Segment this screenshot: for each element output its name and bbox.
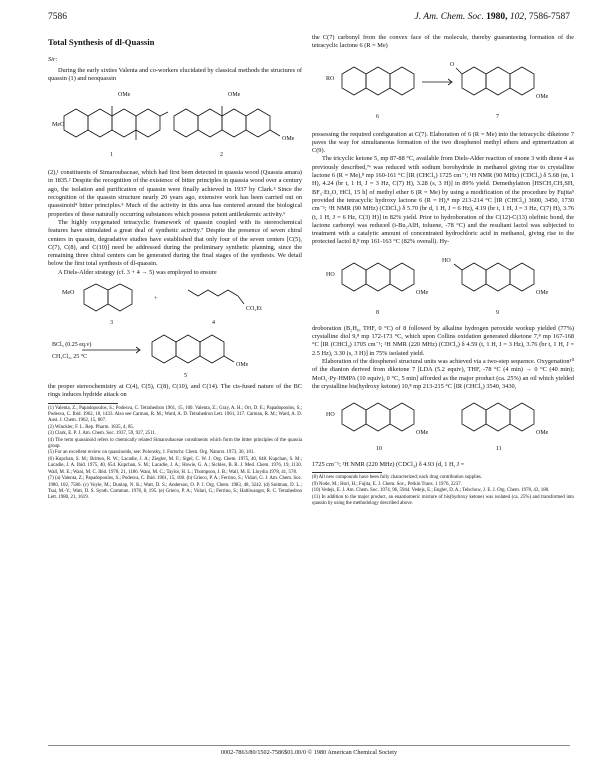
ho-label-10: HO	[326, 412, 335, 419]
ho-label-9: HO	[442, 257, 451, 264]
paragraph-hydroboration: droboration (B₂H₆, THF, 0 °C) of 8 followed by alkaline hydrogen peroxide workup yielded (77%) crystalline diol 9,⁸ mp 172-173 °C, which upon Collins oxidation generated diketone 7,⁸ mp 167-168 °C [IR (CHCl₃) 1705 cm⁻¹; ¹H NMR (220 MHz) (CDCl₃) δ 4.59 (t, 1 H, J = 3 Hz), 3.76 (br t, 1 H, J = 2.5 Hz), 3.30 (s, 3 H)] in 75% isolated yield.	[312, 324, 574, 357]
structures-10-11	[312, 394, 574, 458]
page-footer	[48, 745, 570, 756]
ome-label-3: OMe	[282, 136, 295, 143]
footnotes-right	[312, 475, 574, 507]
ome-label-7: OMe	[536, 93, 549, 100]
compound-9-label: 9	[496, 309, 499, 316]
ome-label-1: OMe	[118, 92, 131, 99]
ro-label: RO	[326, 75, 335, 82]
footnote-11: (11) In addition to the major product, an enantiomeric mixture of bis(hydroxy ketone) was isolated (ca. 25%) and transformed into quassin by using the methodology described above.	[312, 494, 574, 507]
paragraph-configuration: possessing the required configuration at C(7). Elaboration of 6 (R = Me) into the tetracyclic diketone 7 paves the way for simultaneous formation of the two diosphenol methyl ethers and epimerization at C(9).	[312, 130, 574, 155]
paragraph-diels-alder: A Diels-Alder strategy (cf. 3 + 4 → 5) was employed to ensure	[58, 268, 217, 276]
hydroxyketone-structures	[312, 394, 574, 458]
footnote-10: (10) Vedejs, E. J. Am. Chem. Soc. 1974, 96, 5944. Vedejs, E.; Engler, D. A.; Telschow, J. E. J. Org. Chem. 1978, 43, 188.	[312, 488, 550, 494]
o-label: O	[450, 61, 455, 68]
footnote-6: (6) Kupchan, S. M.; Britton, R. W.; Lacadie, J. A.; Ziegler, M. F.; Sigel, C. W. J. Org. Chem. 1975, 40, 648. Kupchan, S. M.; Lacadie, J. A. Ibid. 1975, 40, 654. Kupchan, S. M.; Lacadie, J. A.; Howie, G. A.; Sickles, B. R. J. Med. Chem. 1976, 19, 1130. Wall, M. E.; Wani, M. C. Ibid. 1978, 21, 1186. Wani, M. C.; Taylor, H. L.; Thompson, J. B.; Wall, M. E. Lloydia 1978, 41, 578.	[48, 456, 302, 475]
structures-1-2	[48, 86, 302, 166]
scheme-3-4-5	[48, 280, 302, 380]
quassin-neoquassin-structures	[48, 86, 302, 166]
right-column	[312, 34, 574, 507]
ome-label-8: OMe	[416, 289, 429, 296]
meo-label-1: MeO	[52, 122, 65, 129]
ome-label-9: OMe	[536, 289, 549, 296]
paragraph-history: (2),¹ constituents of Simaroubaceae, which had first been detected in quassia wood (Quassia amara) in 1835.² Despite the recognition of the existence of bitter principles in quassia wood over a century ago, the isolation and purification of quassin were finally achieved in 1937 by Clark.³ Since the recognition of the quassin structure nearly 20 years ago, extensive work has been carried out on quassinoid⁴ bitter principles.⁵ Much of the activity in this area has centered around the biological properties of these naturally occurring substances which possess potent antileukemic activity.⁶	[48, 169, 302, 218]
footnote-7: (7) (a) Valenta, Z.; Papadopoulos, S.; Podesva, C. Ibid. 1961, 15, 100. (b) Grieco, P. A.; Ferrino, S.; Vidari, G. J. Am. Chem. Soc. 1980, 102, 7586. (c) Voyle, M.; Dunlap, N. K.; Watt, D. S.; Anderson, O. P. J. Org. Chem. 1983, 48, 3242. (d) Snitman, D. L.; Tsai, M.-Y.; Watt, D. S. Synth. Commun. 1978, 8, 195. (e) Grieco, P. A.; Vidari, G.; Ferrino, S.; Haltiwanger, R. C. Tetrahedron Lett. 1980, 21, 1619.	[48, 476, 302, 501]
compound-5-label: 5	[184, 373, 187, 380]
ome-label-11: OMe	[536, 430, 549, 437]
reagent-solvent: CH₂Cl₂, 25 °C	[52, 354, 88, 361]
paragraph-convex: the C(7) carbonyl from the convex face of the molecule, thereby guaranteeing formation of the tetracyclic lactone 6 (R = Me)	[312, 34, 574, 50]
paragraph-tricyclic: The tricyclic ketone 5, mp 87-88 °C, available from Diels-Alder reaction of enone 3 with diene 4 as previously described,⁷ᵉ was reduced with sodium borohydride in methanol giving rise to crystalline lactone 6 (R = Me),⁸ mp 160-161 °C [IR (CHCl₃) 1725 cm⁻¹; ¹H NMR (90 MHz) (CDCl₃) δ 5.68 (m, 1 H), 4.24 (br t, 1 H, J = 3 Hz, C(7) H), 3.28 (s, 3 H)] in 89% yield. Demethylation [HSCH₂CH₂SH, BF₃·Et₂O, HCl, 15 h] of methyl ether 6 (R = Me) by using a modification of the procedure by Fujita⁹ provided the tetracyclic hydroxy lactone 6 (R = H),⁸ mp 213-214 °C [IR (CHCl₃) 3600, 3450, 1730 cm⁻¹; ¹H NMR (90 MHz) (CDCl₃) δ 5.70 (br d, 1 H, J = 6 Hz), 4.19 (br t, 1 H, J = 3 Hz, C(7) H), 3.76 (t, 1 H, J = 6 Hz, C(3) H)] in 82% yield. Prior to hydroboration of the C(12)-C(13) olefinic bond, the lactone carbonyl was reduced (i-Bu₂AlH, toluene, -78 °C) and the resultant lactol was subjected to treatment with a catalytic amount of concentrated hydrochloric acid in methanol, giving rise to the protected lactol 8,⁸ mp 161-163 °C (82% overall). Hy-	[312, 155, 574, 246]
journal-pages: 7586-7587	[528, 12, 570, 22]
page-number: 7586	[48, 12, 67, 22]
article-title: Total Synthesis of dl-Quassin	[48, 37, 155, 47]
compound-6-label: 6	[376, 113, 379, 120]
compound-2-label: 2	[220, 152, 223, 159]
compound-8-label: 8	[376, 309, 379, 316]
ome-label-2: OMe	[228, 92, 241, 99]
compound-3-label: 3	[110, 320, 113, 327]
compound-11-label: 11	[496, 446, 502, 453]
paragraph-framework: The highly oxygenated tetracyclic framework of quassin coupled with its stereochemical features have stimulated a great deal of synthetic activity.⁷ Despite the presence of seven chiral centers in quassin, degradative studies have established that only four of the seven centers [C(5), C(7), C(8), and C(10)] need be addressed during the preliminary synthetic planning, since the remaining three chiral centers can be generated during the final stages of the synthesis. We detail below the first total synthesis of dl-quassin.	[48, 218, 302, 268]
meo-label-3: MeO	[62, 290, 75, 297]
footnote-rule-right	[312, 472, 382, 473]
paragraph-diosphenol: Elaboration of the diosphenol structural units was achieved via a two-step sequence. Oxygenation¹⁰ of the dianion derived from diketone 7 [LDA (5.2 equiv), THF, -78 °C (4 min) → 0 °C (40 min); MoO₅·Py·HMPA (10 equiv), 0 °C, 5 min] afforded as the major product (ca. 25%) an oil which yielded the crystalline bis(hydroxy ketone) 10,⁸ mp 213-215 °C [IR (CHCl₃) 3540, 3430,	[312, 357, 574, 390]
compound-7-label: 7	[496, 113, 499, 120]
copyright-line: 0002-7863/80/1502-7586$01.00/0 © 1980 American Chemical Society	[220, 749, 398, 756]
ome-label-5: OMe	[236, 362, 249, 369]
structures-6-7	[312, 54, 574, 128]
paragraph-nmr: 1725 cm⁻¹; ¹H NMR (220 MHz) (CDCl₃) δ 4.93 (d, 1 H, J =	[312, 461, 465, 469]
lactone-diketone-structures	[312, 54, 574, 128]
journal-name: J. Am. Chem. Soc.	[414, 12, 484, 22]
footnote-8: (8) All new compounds have been fully characterized; each drug contribution supplies.	[312, 475, 483, 481]
diels-alder-scheme	[48, 280, 302, 380]
footnote-1: (1) Valenta, Z.; Papadopoulos, S.; Podesva, C. Tetrahedron 1961, 15, 100. Valenta, Z.; Gray, A. H.; Orr, D. E.; Papadopoulos, S.; Podesva, C. Ibid. 1962, 18, 1433. Also see Carman, R. M.; Ward, A. D. Tetrahedron Lett. 1961, 317. Carman, R. M.; Ward, A. D. Aust. J. Chem. 1962, 15, 807.	[48, 405, 302, 424]
journal-citation	[414, 12, 570, 26]
compound-10-label: 10	[376, 446, 382, 453]
compound-4-label: 4	[212, 320, 215, 327]
footnote-3: (3) Clark, E. P. J. Am. Chem. Soc. 1937, 59, 927, 2511.	[48, 431, 157, 437]
footnote-2: (2) Winckler, F. L. Rep. Pharm. 1835, 4, 85.	[48, 424, 135, 430]
footnote-4: (4) The term quassinoid refers to chemically related Simaroubaceae constituents which form the bitter principles of the quassia group.	[48, 437, 302, 450]
lactol-diol-structures	[312, 250, 574, 322]
left-column	[48, 34, 302, 502]
journal-volume: 102,	[509, 12, 527, 22]
plus-sign: +	[154, 296, 158, 303]
journal-year: 1980,	[486, 12, 508, 22]
footnote-rule	[48, 403, 118, 404]
footnote-9: (9) Node, M.; Hori, H.; Fujita, E. J. Chem. Soc., Perkin Trans. 1 1976, 2237.	[312, 481, 462, 487]
paragraph-intro: During the early sixties Valenta and co-workers elucidated by classical methods the structures of quassin (1) and neoquassin	[48, 66, 302, 82]
footnotes-left	[48, 406, 302, 502]
compound-1-label: 1	[110, 152, 113, 159]
salutation: Sir:	[48, 56, 58, 64]
paragraph-stereochem: the proper stereochemistry at C(4), C(5), C(8), C(10), and C(14). The cis-fused nature of the BC rings induces hydride attack on	[48, 383, 302, 399]
page-header	[48, 12, 570, 26]
co2et-label: CO₂Et	[246, 306, 262, 313]
footnote-5: (5) For an excellent review on quassinoids, see: Polonsky, J. Fortschr. Chem. Org. Naturst. 1973, 30, 101.	[48, 450, 255, 456]
ome-label-10: OMe	[416, 430, 429, 437]
ho-label-8: HO	[326, 271, 335, 278]
structures-8-9	[312, 250, 574, 322]
reagent-bcl3: BCl₃ (0.25 eq.v)	[52, 342, 92, 349]
